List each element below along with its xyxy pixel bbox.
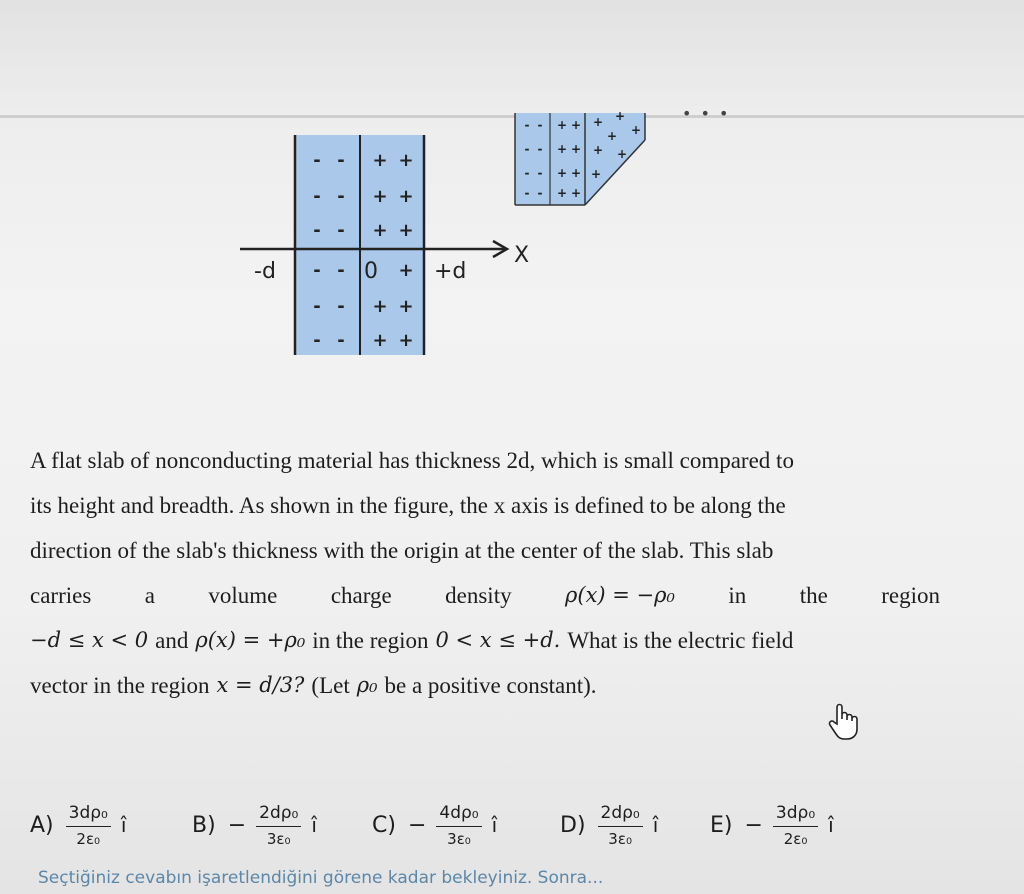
minus-sign-icon: - bbox=[337, 330, 345, 351]
minus-sign-icon: - bbox=[537, 118, 543, 132]
fraction-numerator: 3dρ₀ bbox=[773, 803, 818, 827]
minus-sign-icon: - bbox=[337, 186, 345, 207]
plus-sign-icon: + bbox=[556, 166, 568, 180]
option-label: D) bbox=[560, 812, 586, 838]
problem-text: direction of the slab's thickness with the origin at the center of the slab. This slab bbox=[30, 538, 774, 563]
problem-text: A flat slab of nonconducting material has thickness 2d, which is small compared to bbox=[30, 448, 794, 473]
answer-options bbox=[30, 790, 1010, 870]
problem-word: charge bbox=[330, 583, 392, 608]
unit-vector-i: î bbox=[652, 813, 659, 837]
evaluation-point: x = d/3? bbox=[216, 673, 305, 697]
minus-sign-icon: - bbox=[313, 330, 321, 351]
plus-sign-icon: + bbox=[556, 118, 568, 132]
option-label: E) bbox=[710, 812, 733, 838]
right-edge-label: +d bbox=[434, 259, 467, 284]
plus-sign-icon: + bbox=[398, 260, 414, 281]
unit-vector-i: î bbox=[120, 813, 127, 837]
fraction-denominator: 3ε₀ bbox=[447, 829, 471, 848]
left-edge-label: -d bbox=[254, 259, 276, 284]
fraction-denominator: 2ε₀ bbox=[783, 829, 808, 848]
charge-density-positive: ρ(x) = +ρ₀ bbox=[195, 628, 306, 652]
option-fraction bbox=[66, 803, 111, 848]
fraction-numerator: 2dρ₀ bbox=[598, 803, 643, 827]
plus-sign-icon: + bbox=[398, 150, 414, 171]
plus-sign-icon: + bbox=[398, 296, 414, 317]
option-label: C) bbox=[372, 812, 396, 838]
minus-sign-icon: - bbox=[524, 142, 530, 156]
slab-positive-half bbox=[360, 135, 424, 355]
origin-label: 0 bbox=[364, 259, 378, 284]
plus-sign-icon: + bbox=[570, 118, 582, 132]
problem-text: vector in the region bbox=[30, 673, 210, 698]
fraction-denominator: 3ε₀ bbox=[608, 829, 632, 848]
problem-word: (Let bbox=[311, 673, 350, 698]
hand-cursor-icon bbox=[826, 702, 860, 742]
fraction-denominator: 3ε₀ bbox=[266, 829, 291, 848]
problem-word: density bbox=[445, 583, 512, 608]
plus-sign-icon: + bbox=[372, 150, 388, 171]
slab-negative-half bbox=[295, 135, 360, 355]
plus-sign-icon: + bbox=[614, 109, 626, 123]
problem-text: be a positive constant). bbox=[384, 673, 597, 698]
option-fraction bbox=[256, 803, 301, 848]
problem-statement bbox=[30, 438, 940, 708]
problem-line-2 bbox=[30, 483, 940, 528]
negative-region: −d ≤ x < 0 bbox=[30, 628, 149, 652]
minus-sign-icon: - bbox=[537, 166, 543, 180]
unit-vector-i: î bbox=[311, 813, 317, 837]
problem-line-3 bbox=[30, 528, 940, 573]
plus-sign-icon: + bbox=[556, 142, 568, 156]
positive-region: 0 < x ≤ +d. bbox=[435, 628, 561, 652]
problem-word: a bbox=[144, 583, 155, 608]
negative-sign: − bbox=[744, 812, 763, 838]
plus-sign-icon: + bbox=[570, 186, 582, 200]
plus-sign-icon: + bbox=[372, 186, 388, 207]
fraction-numerator: 3dρ₀ bbox=[66, 803, 111, 827]
plus-sign-icon: + bbox=[616, 147, 628, 161]
unit-vector-i: î bbox=[828, 813, 834, 837]
plus-sign-icon: + bbox=[372, 296, 388, 317]
option-e[interactable] bbox=[710, 790, 834, 860]
minus-sign-icon: - bbox=[337, 150, 345, 171]
option-a[interactable] bbox=[30, 790, 126, 860]
minus-sign-icon: - bbox=[524, 118, 530, 132]
minus-sign-icon: - bbox=[313, 220, 321, 241]
minus-sign-icon: - bbox=[537, 142, 543, 156]
problem-word: region bbox=[881, 583, 940, 608]
plus-sign-icon: + bbox=[606, 129, 618, 143]
x-axis-label: X bbox=[514, 243, 530, 268]
minus-sign-icon: - bbox=[537, 186, 543, 200]
minus-sign-icon: - bbox=[337, 296, 345, 317]
problem-word: volume bbox=[208, 583, 278, 608]
plus-sign-icon: + bbox=[590, 167, 602, 181]
plus-sign-icon: + bbox=[398, 220, 414, 241]
option-d[interactable] bbox=[560, 790, 658, 860]
plus-sign-icon: + bbox=[570, 166, 582, 180]
plus-sign-icon: + bbox=[630, 123, 642, 137]
minus-sign-icon: - bbox=[524, 186, 530, 200]
slab-figure bbox=[0, 0, 1024, 440]
plus-sign-icon: + bbox=[592, 115, 604, 129]
problem-line-5 bbox=[30, 618, 940, 663]
problem-word: in bbox=[728, 583, 747, 608]
status-message: Seçtiğiniz cevabın işaretlendiğini görene kadar bekleyiniz. Sonra... bbox=[38, 868, 604, 888]
minus-sign-icon: - bbox=[313, 150, 321, 171]
plus-sign-icon: + bbox=[372, 220, 388, 241]
plus-sign-icon: + bbox=[372, 330, 388, 351]
option-c[interactable] bbox=[372, 790, 497, 860]
rho-zero: ρ₀ bbox=[356, 673, 378, 697]
problem-word: the bbox=[799, 583, 828, 608]
problem-text: What is the electric field bbox=[567, 628, 794, 653]
option-fraction bbox=[436, 803, 481, 848]
problem-line-1 bbox=[30, 438, 940, 483]
plus-sign-icon: + bbox=[556, 186, 568, 200]
plus-sign-icon: + bbox=[570, 142, 582, 156]
problem-line-4 bbox=[30, 573, 940, 618]
problem-word: carries bbox=[30, 583, 92, 608]
minus-sign-icon: - bbox=[524, 166, 530, 180]
option-label: B) bbox=[192, 812, 216, 838]
minus-sign-icon: - bbox=[313, 186, 321, 207]
minus-sign-icon: - bbox=[337, 220, 345, 241]
problem-word: and bbox=[155, 628, 189, 653]
fraction-denominator: 2ε₀ bbox=[76, 829, 101, 848]
fraction-numerator: 2dρ₀ bbox=[256, 803, 301, 827]
problem-text: in the region bbox=[312, 628, 429, 653]
plus-sign-icon: + bbox=[592, 143, 604, 157]
negative-sign: − bbox=[227, 812, 247, 838]
problem-line-6 bbox=[30, 663, 940, 708]
option-fraction bbox=[773, 803, 818, 848]
unit-vector-i: î bbox=[491, 813, 498, 837]
plus-sign-icon: + bbox=[398, 330, 414, 351]
option-fraction bbox=[598, 803, 643, 848]
minus-sign-icon: - bbox=[313, 260, 321, 281]
minus-sign-icon: - bbox=[313, 296, 321, 317]
option-b[interactable] bbox=[192, 790, 317, 860]
problem-text: its height and breadth. As shown in the figure, the x axis is defined to be along the bbox=[30, 493, 786, 518]
negative-sign: − bbox=[407, 812, 427, 838]
minus-sign-icon: - bbox=[337, 260, 345, 281]
fraction-numerator: 4dρ₀ bbox=[436, 803, 481, 827]
charge-density-negative: ρ(x) = −ρ₀ bbox=[565, 583, 675, 607]
plus-sign-icon: + bbox=[398, 186, 414, 207]
option-label: A) bbox=[30, 812, 54, 838]
top-dots: • • • bbox=[682, 104, 731, 123]
